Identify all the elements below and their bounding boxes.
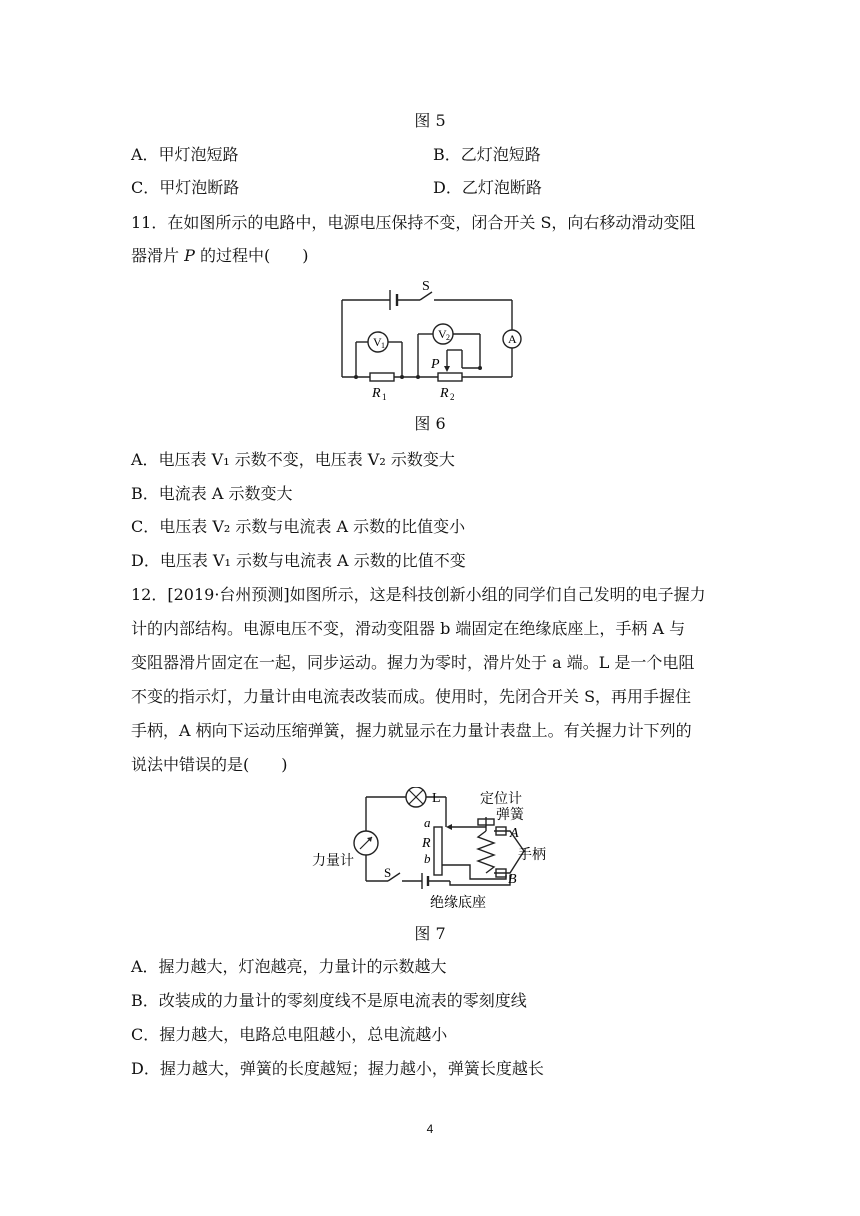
- fig7-b-label: B: [508, 872, 517, 887]
- q10-option-c: C．甲灯泡断路: [131, 178, 240, 197]
- fig6-r1-label: R: [372, 386, 381, 401]
- q11-stem-line-2: [131, 245, 308, 267]
- q11-stem-text: 器滑片: [131, 246, 185, 265]
- q11-option-a: A．电压表 V₁ 示数不变，电压表 V₂ 示数变大: [131, 450, 455, 469]
- fig6-p-label: P: [431, 357, 440, 372]
- q12-option-a: A．握力越大，灯泡越亮，力量计的示数越大: [131, 957, 447, 976]
- q12-stem-line-4: 不变的指示灯，力量计由电流表改装而成。使用时，先闭合开关 S，再用手握住: [131, 687, 692, 706]
- figure-6-circuit: [330, 278, 530, 406]
- fig7-base-label: 绝缘底座: [430, 896, 486, 911]
- fig6-r2-sub: 2: [450, 392, 455, 402]
- q11-var-p: P: [184, 246, 195, 265]
- q12-stem-line-6: 说法中错误的是( ): [131, 755, 288, 774]
- fig6-v2-sub: 2: [446, 333, 450, 342]
- slider-arrow: [444, 366, 450, 372]
- figure-6-caption: 图 6: [414, 414, 446, 433]
- fig6-r2-label: R: [440, 386, 449, 401]
- r2-resistor: [438, 373, 462, 381]
- q12-option-b: B．改装成的力量计的零刻度线不是原电流表的零刻度线: [131, 991, 527, 1010]
- fig7-lamp-label: L: [432, 791, 441, 806]
- fig7-end-b-label: b: [424, 851, 431, 866]
- fig6-v2-label: V: [438, 327, 447, 341]
- figure-5-caption: 图 5: [414, 111, 446, 130]
- fig7-locator-label: 定位计: [480, 792, 522, 807]
- q12-stem-line-5: 手柄，A 柄向下运动压缩弹簧，握力就显示在力量计表盘上。有关握力计下列的: [131, 721, 692, 740]
- fig7-slider-arrow: [446, 824, 452, 830]
- fig7-variable-resistor: [434, 827, 442, 875]
- q12-option-d: D．握力越大，弹簧的长度越短；握力越小，弹簧长度越长: [131, 1059, 544, 1078]
- fig7-meter-label: 力量计: [312, 854, 354, 869]
- fig6-switch-label: S: [422, 279, 430, 294]
- q10-option-b: B．乙灯泡短路: [433, 145, 541, 164]
- q11-stem-text-end: 的过程中( ): [194, 246, 309, 265]
- q12-stem-line-3: 变阻器滑片固定在一起，同步运动。握力为零时，滑片处于 a 端。L 是一个电阻: [131, 653, 695, 672]
- fig7-r-label: R: [422, 836, 431, 851]
- fig6-a-label: A: [508, 332, 517, 346]
- q11-option-d: D．电压表 V₁ 示数与电流表 A 示数的比值不变: [131, 551, 466, 570]
- r1-resistor: [370, 373, 394, 381]
- fig7-end-a-label: a: [424, 815, 431, 830]
- q10-option-d: D．乙灯泡断路: [433, 178, 542, 197]
- fig6-r1-sub: 1: [382, 392, 387, 402]
- q11-stem-line-1: 11．在如图所示的电路中，电源电压保持不变，闭合开关 S，向右移动滑动变阻: [131, 213, 696, 232]
- fig7-handle-label: 手柄: [518, 848, 546, 863]
- q12-stem-line-1: 12．[2019·台州预测]如图所示，这是科技创新小组的同学们自己发明的电子握力: [131, 585, 706, 604]
- q11-option-c: C．电压表 V₂ 示数与电流表 A 示数的比值变小: [131, 517, 466, 536]
- fig7-a-label: A: [510, 826, 519, 841]
- page-number: 4: [426, 1122, 434, 1136]
- fig6-v1-sub: 1: [381, 341, 385, 350]
- figure-7-grip-meter: [310, 787, 560, 915]
- fig7-switch-label: S: [384, 865, 392, 880]
- q12-stem-line-2: 计的内部结构。电源电压不变，滑动变阻器 b 端固定在绝缘底座上，手柄 A 与: [131, 619, 686, 638]
- fig7-spring-label: 弹簧: [496, 808, 524, 823]
- q12-option-c: C．握力越大，电路总电阻越小，总电流越小: [131, 1025, 448, 1044]
- q10-option-a: A．甲灯泡短路: [131, 145, 239, 164]
- figure-7-caption: 图 7: [414, 924, 446, 943]
- fig6-v1-label: V: [373, 335, 382, 349]
- q11-option-b: B．电流表 A 示数变大: [131, 484, 293, 503]
